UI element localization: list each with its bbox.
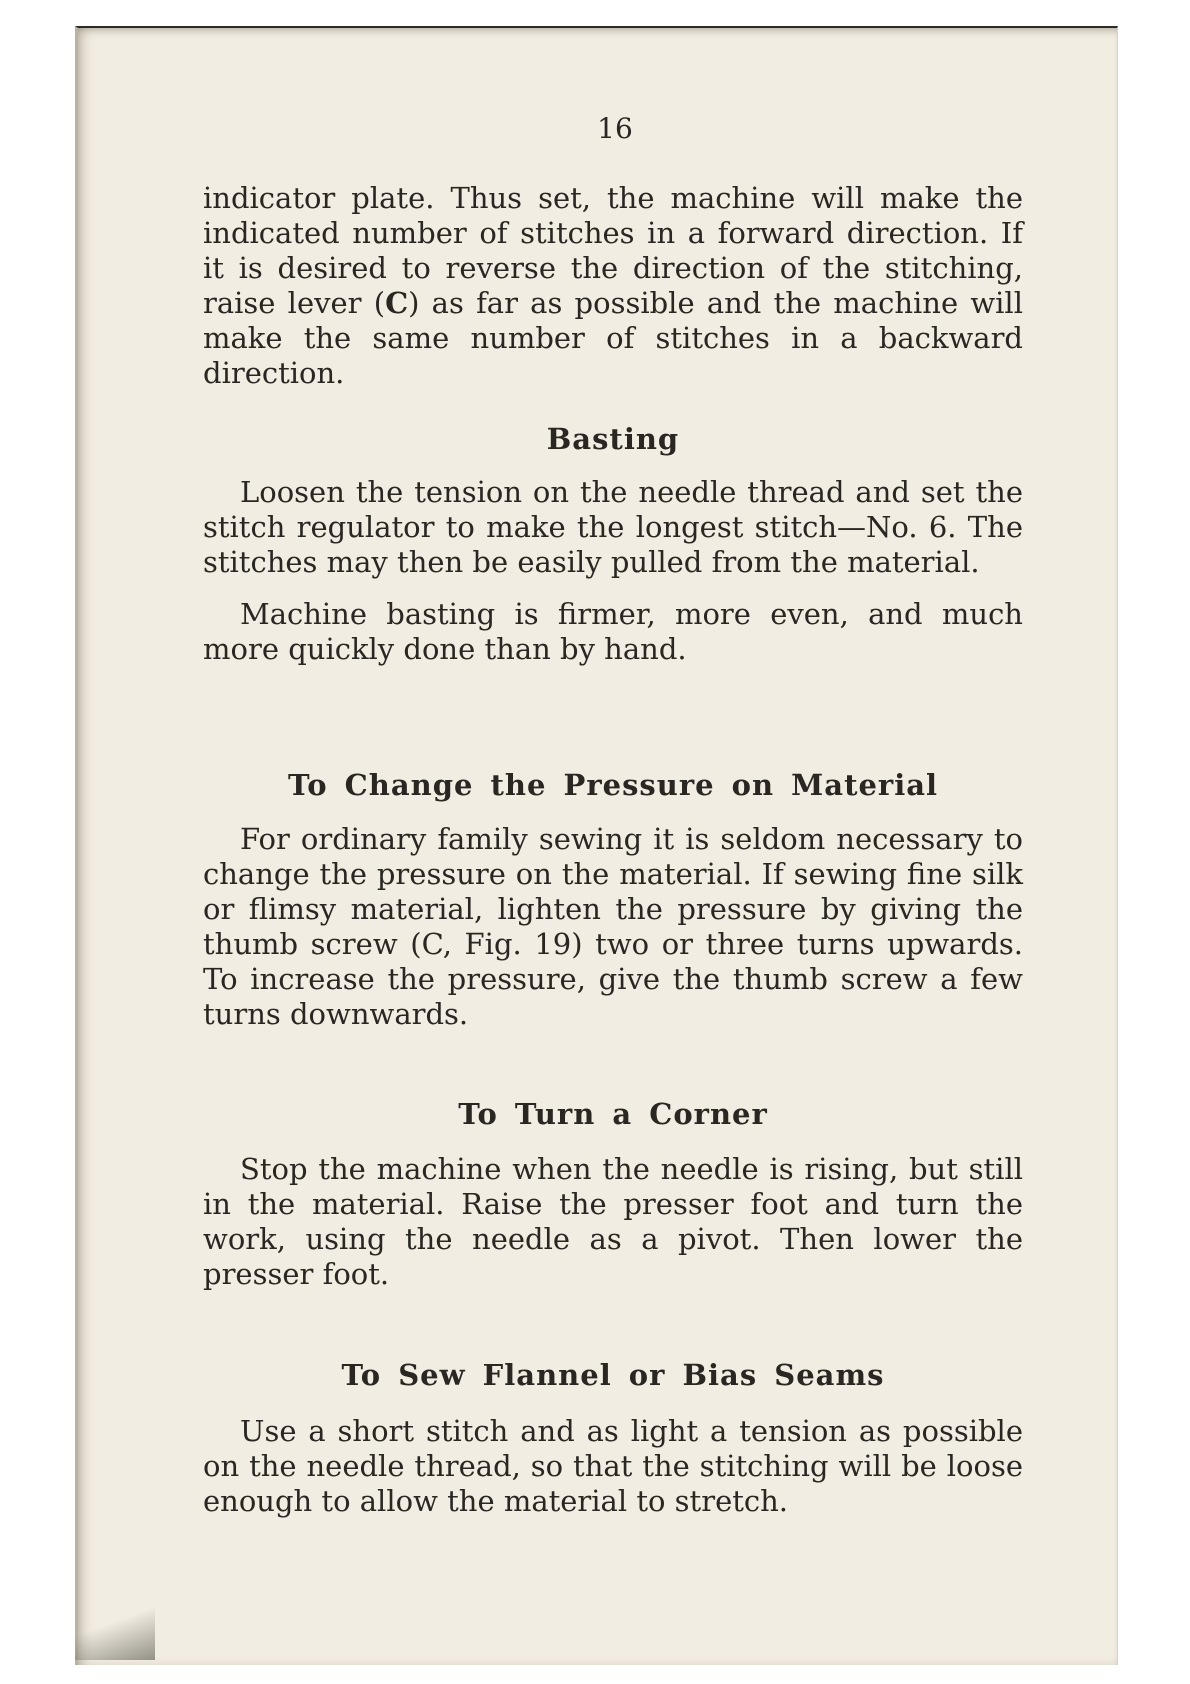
- continuation-block: [203, 181, 1023, 391]
- flannel-bias-paragraph-1: Use a short stitch and as light a tension as possible on the needle thread, so that the stitching will be loose enough to allow the material to stretch.: [203, 1414, 1023, 1518]
- section-flannel-bias: [203, 1414, 1023, 1519]
- section-basting: [203, 475, 1023, 667]
- heading-flannel-bias: To Sew Flannel or Bias Seams: [341, 1358, 885, 1392]
- continuation-text-before: indicator plate. Thus set, the machine will make the indicated number of stitches in a forward direction. If it is desired to reverse the direction of the stitching, raise lever (: [203, 181, 1023, 320]
- heading-basting: Basting: [546, 422, 680, 456]
- heading-pressure: To Change the Pressure on Material: [287, 768, 939, 802]
- turn-corner-paragraph-1: Stop the machine when the needle is rising, but still in the material. Raise the presser foot and turn the work, using the needle as a pivot. Then lower the presser foot.: [203, 1152, 1023, 1291]
- continuation-paragraph: [203, 181, 1023, 391]
- pressure-paragraph-1: For ordinary family sewing it is seldom necessary to change the pressure on the material. If sewing fine silk or flimsy material, lighten the pressure by giving the thumb screw (C, Fig. 19) two or three turns upwards. To increase the pressure, give the thumb screw a few turns downwards.: [203, 822, 1023, 1031]
- lever-letter: C: [385, 286, 409, 320]
- heading-turn-corner: To Turn a Corner: [458, 1097, 768, 1131]
- page-corner-shadow: [75, 1600, 155, 1660]
- basting-paragraph-2: Machine basting is firmer, more even, and much more quickly done than by hand.: [203, 597, 1023, 666]
- page-number: 16: [597, 112, 633, 145]
- continuation-text-after: ) as far as possible and the machine will make the same number of stitches in a backward direction.: [203, 286, 1023, 390]
- section-turn-corner: [203, 1152, 1023, 1292]
- basting-paragraph-1: Loosen the tension on the needle thread and set the stitch regulator to make the longest stitch—No. 6. The stitches may then be easily pulled from the material.: [203, 475, 1023, 579]
- section-pressure: [203, 822, 1023, 1032]
